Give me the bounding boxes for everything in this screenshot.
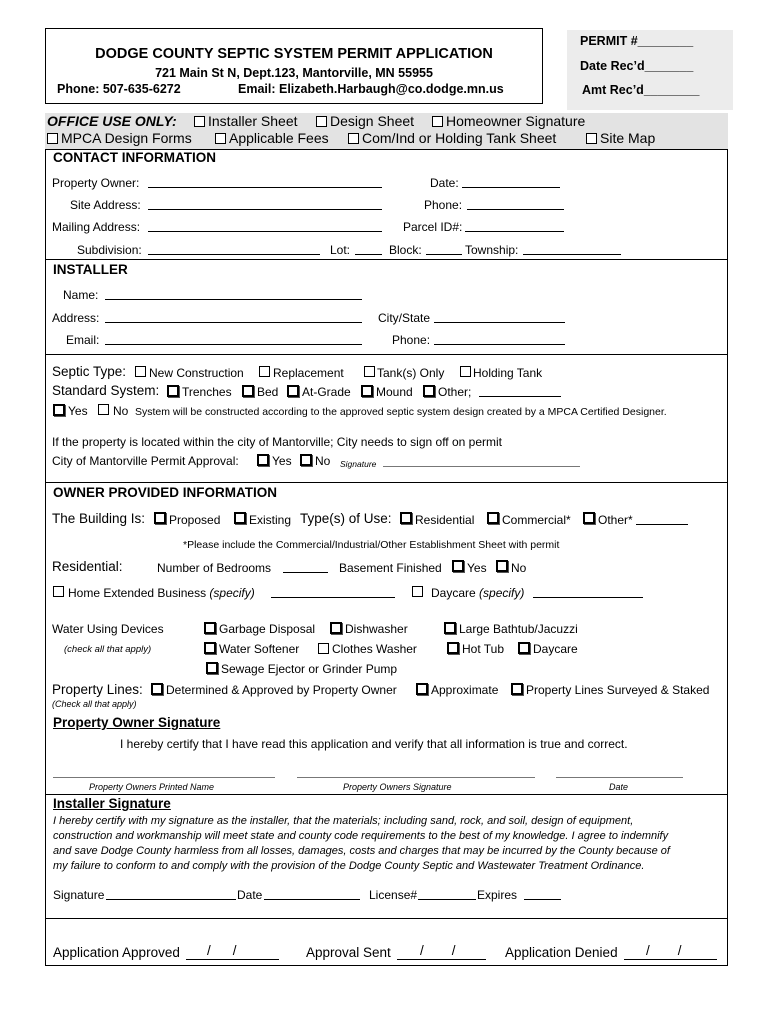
block-label: Block: xyxy=(389,243,422,257)
daycare-business-checkbox[interactable] xyxy=(412,586,423,597)
design-sheet-label: Design Sheet xyxy=(330,113,415,129)
subdivision-field[interactable] xyxy=(148,254,320,255)
phone-field[interactable] xyxy=(467,209,564,210)
approximate-label: Approximate xyxy=(431,683,499,697)
garbage-disposal-checkbox[interactable] xyxy=(204,622,216,634)
commercial-use-checkbox[interactable] xyxy=(487,512,499,524)
daycare-text: Daycare xyxy=(431,586,476,600)
bed-label: Bed xyxy=(257,385,279,399)
installer-certify-line-1: I hereby certify with my signature as the installer, that the materials; including sand, rock, and soil, design of equipment, xyxy=(53,815,634,827)
existing-checkbox[interactable] xyxy=(234,512,246,524)
residential-use-label: Residential xyxy=(415,513,475,527)
divider xyxy=(45,482,728,483)
sewage-ejector-label: Sewage Ejector or Grinder Pump xyxy=(221,662,398,676)
application-denied-label: Application Denied xyxy=(505,945,618,960)
installer-email-label: Email: xyxy=(66,333,100,347)
city-note: If the property is located within the city of Mantorville; City needs to sign off on permit xyxy=(52,435,502,449)
owner-date-field[interactable] xyxy=(556,777,683,778)
parcel-id-label: Parcel ID#: xyxy=(403,220,463,234)
installer-address-field[interactable] xyxy=(105,322,362,323)
printed-name-field[interactable] xyxy=(53,777,275,778)
mound-label: Mound xyxy=(376,385,413,399)
trenches-label: Trenches xyxy=(182,385,232,399)
property-lines-label: Property Lines: xyxy=(52,682,143,697)
building-is-label: The Building Is: xyxy=(52,511,146,526)
township-label: Township: xyxy=(465,243,519,257)
com-ind-sheet-label: Com/Ind or Holding Tank Sheet xyxy=(362,130,557,146)
water-softener-label: Water Softener xyxy=(219,642,300,656)
basement-no-checkbox[interactable] xyxy=(496,560,508,572)
holding-tank-label: Holding Tank xyxy=(473,366,543,380)
property-owner-field[interactable] xyxy=(148,187,382,188)
new-construction-checkbox[interactable] xyxy=(135,366,146,377)
water-softener-checkbox[interactable] xyxy=(204,642,216,654)
large-bathtub-label: Large Bathtub/Jacuzzi xyxy=(459,622,578,636)
home-business-specify: (specify) xyxy=(209,586,255,600)
owner-info-heading: OWNER PROVIDED INFORMATION xyxy=(53,485,277,500)
replacement-checkbox[interactable] xyxy=(259,366,270,377)
expires-label: Expires xyxy=(477,888,518,902)
com-ind-sheet-checkbox[interactable] xyxy=(348,133,359,144)
header-address: 721 Main St N, Dept.123, Mantorville, MN 55955 xyxy=(155,66,433,80)
commercial-use-label: Commercial* xyxy=(502,513,571,527)
designer-no-checkbox[interactable] xyxy=(98,404,109,415)
designer-note: System will be constructed according to the approved septic system design created by a MPCA Certified Designer. xyxy=(135,406,667,418)
bedrooms-field[interactable] xyxy=(283,572,328,573)
divider xyxy=(45,259,728,260)
printed-name-caption: Property Owners Printed Name xyxy=(89,782,215,792)
mound-checkbox[interactable] xyxy=(361,385,373,397)
at-grade-checkbox[interactable] xyxy=(287,385,299,397)
mailing-address-label: Mailing Address: xyxy=(52,220,141,234)
installer-date-field[interactable] xyxy=(264,899,360,900)
header-email: Email: Elizabeth.Harbaugh@co.dodge.mn.us xyxy=(238,82,504,96)
large-bathtub-checkbox[interactable] xyxy=(444,622,456,634)
other-system-checkbox[interactable] xyxy=(423,385,435,397)
owner-signature-heading: Property Owner Signature xyxy=(53,715,221,730)
office-use-label: OFFICE USE ONLY: xyxy=(47,113,177,129)
daycare-device-checkbox[interactable] xyxy=(518,642,530,654)
city-no-label: No xyxy=(315,454,331,468)
license-field[interactable] xyxy=(418,899,476,900)
installer-email-field[interactable] xyxy=(105,344,362,345)
surveyed-label: Property Lines Surveyed & Staked xyxy=(526,683,710,697)
clothes-washer-label: Clothes Washer xyxy=(332,642,417,656)
installer-name-field[interactable] xyxy=(105,299,362,300)
installer-date-label: Date xyxy=(237,888,263,902)
determined-label: Determined & Approved by Property Owner xyxy=(166,683,397,697)
property-owner-label: Property Owner: xyxy=(52,176,140,190)
denied-date-slashes: / / xyxy=(646,943,682,958)
lot-label: Lot: xyxy=(330,243,351,257)
daycare-specify: (specify) xyxy=(479,586,525,600)
garbage-disposal-label: Garbage Disposal xyxy=(219,622,316,636)
form-title: DODGE COUNTY SEPTIC SYSTEM PERMIT APPLICATION xyxy=(95,46,493,62)
tanks-only-checkbox[interactable] xyxy=(364,366,375,377)
township-field[interactable] xyxy=(523,254,621,255)
application-approved-label: Application Approved xyxy=(53,945,180,960)
clothes-washer-checkbox[interactable] xyxy=(318,643,329,654)
designer-no-label: No xyxy=(113,404,129,418)
other-use-checkbox[interactable] xyxy=(583,512,595,524)
approved-date-slashes: / / xyxy=(207,943,237,958)
daycare-business-label xyxy=(431,586,524,600)
tanks-only-label: Tank(s) Only xyxy=(377,366,445,380)
city-yes-checkbox[interactable] xyxy=(257,454,269,466)
installer-signature-heading: Installer Signature xyxy=(53,796,171,811)
phone-label: Phone: xyxy=(424,198,463,212)
lot-field[interactable] xyxy=(355,254,382,255)
standard-system-label: Standard System: xyxy=(52,383,160,398)
homeowner-signature-label: Homeowner Signature xyxy=(446,113,586,129)
installer-certify-line-2: construction and workmanship will meet state and county code requirements to the best of my knowledge. I agree to indemnify xyxy=(53,830,669,842)
mailing-address-field[interactable] xyxy=(148,231,382,232)
city-yes-label: Yes xyxy=(272,454,292,468)
home-business-field[interactable] xyxy=(271,597,395,598)
proposed-label: Proposed xyxy=(169,513,221,527)
license-label: License# xyxy=(369,888,418,902)
installer-certify-line-4: my failure to conform to and comply with the provision of the Dodge County Septic and Wastewater Treatment Ordinance. xyxy=(53,860,645,872)
other-use-label: Other* xyxy=(598,513,633,527)
home-business-text: Home Extended Business xyxy=(68,586,207,600)
owner-signature-caption: Property Owners Signature xyxy=(343,782,452,792)
sent-date-field[interactable] xyxy=(397,959,486,960)
replacement-label: Replacement xyxy=(273,366,344,380)
bed-checkbox[interactable] xyxy=(242,385,254,397)
site-map-checkbox[interactable] xyxy=(586,133,597,144)
property-lines-note: (Check all that apply) xyxy=(52,699,137,709)
sent-date-slashes: / / xyxy=(420,943,456,958)
daycare-business-field[interactable] xyxy=(533,597,643,598)
installer-name-label: Name: xyxy=(63,288,99,302)
hot-tub-label: Hot Tub xyxy=(462,642,505,656)
amount-received: Amt Rec’d________ xyxy=(582,83,700,97)
installer-heading: INSTALLER xyxy=(53,262,128,277)
trenches-checkbox[interactable] xyxy=(167,385,179,397)
home-business-checkbox[interactable] xyxy=(53,586,64,597)
header-phone: Phone: 507-635-6272 xyxy=(57,82,181,96)
designer-yes-label: Yes xyxy=(68,404,88,418)
installer-phone-field[interactable] xyxy=(434,344,565,345)
divider xyxy=(45,354,728,355)
site-address-field[interactable] xyxy=(148,209,382,210)
septic-type-label: Septic Type: xyxy=(52,364,127,379)
existing-label: Existing xyxy=(249,513,292,527)
denied-date-field[interactable] xyxy=(624,959,717,960)
design-sheet-checkbox[interactable] xyxy=(316,116,327,127)
installer-certify-line-3: and save Dodge County harmless from all losses, damages, costs and charges that may be incurred by the County because of xyxy=(53,845,670,857)
basement-no-label: No xyxy=(511,561,527,575)
installer-phone-label: Phone: xyxy=(392,333,431,347)
owner-certify-text: I hereby certify that I have read this application and verify that all information is true and correct. xyxy=(120,737,628,751)
city-signature-label: Signature xyxy=(340,459,377,469)
hot-tub-checkbox[interactable] xyxy=(447,642,459,654)
residential-use-checkbox[interactable] xyxy=(400,512,412,524)
owner-signature-field[interactable] xyxy=(297,777,535,778)
approximate-checkbox[interactable] xyxy=(416,683,428,695)
new-construction-label: New Construction xyxy=(149,366,244,380)
city-approval-label: City of Mantorville Permit Approval: xyxy=(52,454,239,468)
installer-address-label: Address: xyxy=(52,311,100,325)
installer-sig-label: Signature xyxy=(53,888,105,902)
residential-label: Residential: xyxy=(52,559,123,574)
approval-sent-label: Approval Sent xyxy=(306,945,391,960)
dishwasher-checkbox[interactable] xyxy=(330,622,342,634)
water-devices-note: (check all that apply) xyxy=(64,644,152,655)
approved-date-field[interactable] xyxy=(186,959,279,960)
expires-field[interactable] xyxy=(524,899,561,900)
basement-yes-checkbox[interactable] xyxy=(452,560,464,572)
mpca-design-forms-label: MPCA Design Forms xyxy=(61,130,192,146)
applicable-fees-label: Applicable Fees xyxy=(229,130,329,146)
divider xyxy=(45,794,728,795)
proposed-checkbox[interactable] xyxy=(154,512,166,524)
installer-city-state-field[interactable] xyxy=(434,322,565,323)
types-of-use-label: Type(s) of Use: xyxy=(300,511,392,526)
determined-checkbox[interactable] xyxy=(151,683,163,695)
date-field[interactable] xyxy=(462,187,560,188)
installer-city-state-label: City/State xyxy=(378,311,431,325)
basement-finished-label: Basement Finished xyxy=(339,561,442,575)
water-devices-label: Water Using Devices xyxy=(52,622,164,636)
daycare-device-label: Daycare xyxy=(533,642,578,656)
contact-heading: CONTACT INFORMATION xyxy=(53,150,216,165)
form-frame xyxy=(45,149,728,966)
other-system-label: Other; xyxy=(438,385,472,399)
other-use-field[interactable] xyxy=(636,524,688,525)
installer-sig-field[interactable] xyxy=(106,899,236,900)
basement-yes-label: Yes xyxy=(467,561,487,575)
homeowner-signature-checkbox[interactable] xyxy=(432,116,443,127)
at-grade-label: At-Grade xyxy=(302,385,351,399)
installer-sheet-checkbox[interactable] xyxy=(194,116,205,127)
site-map-label: Site Map xyxy=(600,130,656,146)
site-address-label: Site Address: xyxy=(70,198,141,212)
designer-yes-checkbox[interactable] xyxy=(53,404,65,416)
holding-tank-checkbox[interactable] xyxy=(460,366,471,377)
block-field[interactable] xyxy=(426,254,462,255)
dishwasher-label: Dishwasher xyxy=(345,622,408,636)
bedrooms-label: Number of Bedrooms xyxy=(157,561,272,575)
subdivision-label: Subdivision: xyxy=(77,243,142,257)
mpca-design-forms-checkbox[interactable] xyxy=(47,133,58,144)
city-no-checkbox[interactable] xyxy=(300,454,312,466)
date-label: Date: xyxy=(430,176,459,190)
other-system-field[interactable] xyxy=(479,396,561,397)
date-received: Date Rec’d_______ xyxy=(580,59,694,73)
owner-date-caption: Date xyxy=(609,782,629,792)
include-sheet-note: *Please include the Commercial/Industrial/Other Establishment Sheet with permit xyxy=(183,539,560,551)
parcel-id-field[interactable] xyxy=(465,231,564,232)
divider xyxy=(45,918,728,919)
sewage-ejector-checkbox[interactable] xyxy=(206,662,218,674)
permit-number: PERMIT #________ xyxy=(580,34,694,48)
home-business-label xyxy=(68,586,255,600)
city-signature-field[interactable] xyxy=(383,466,580,467)
surveyed-checkbox[interactable] xyxy=(511,683,523,695)
applicable-fees-checkbox[interactable] xyxy=(215,133,226,144)
installer-sheet-label: Installer Sheet xyxy=(208,113,298,129)
